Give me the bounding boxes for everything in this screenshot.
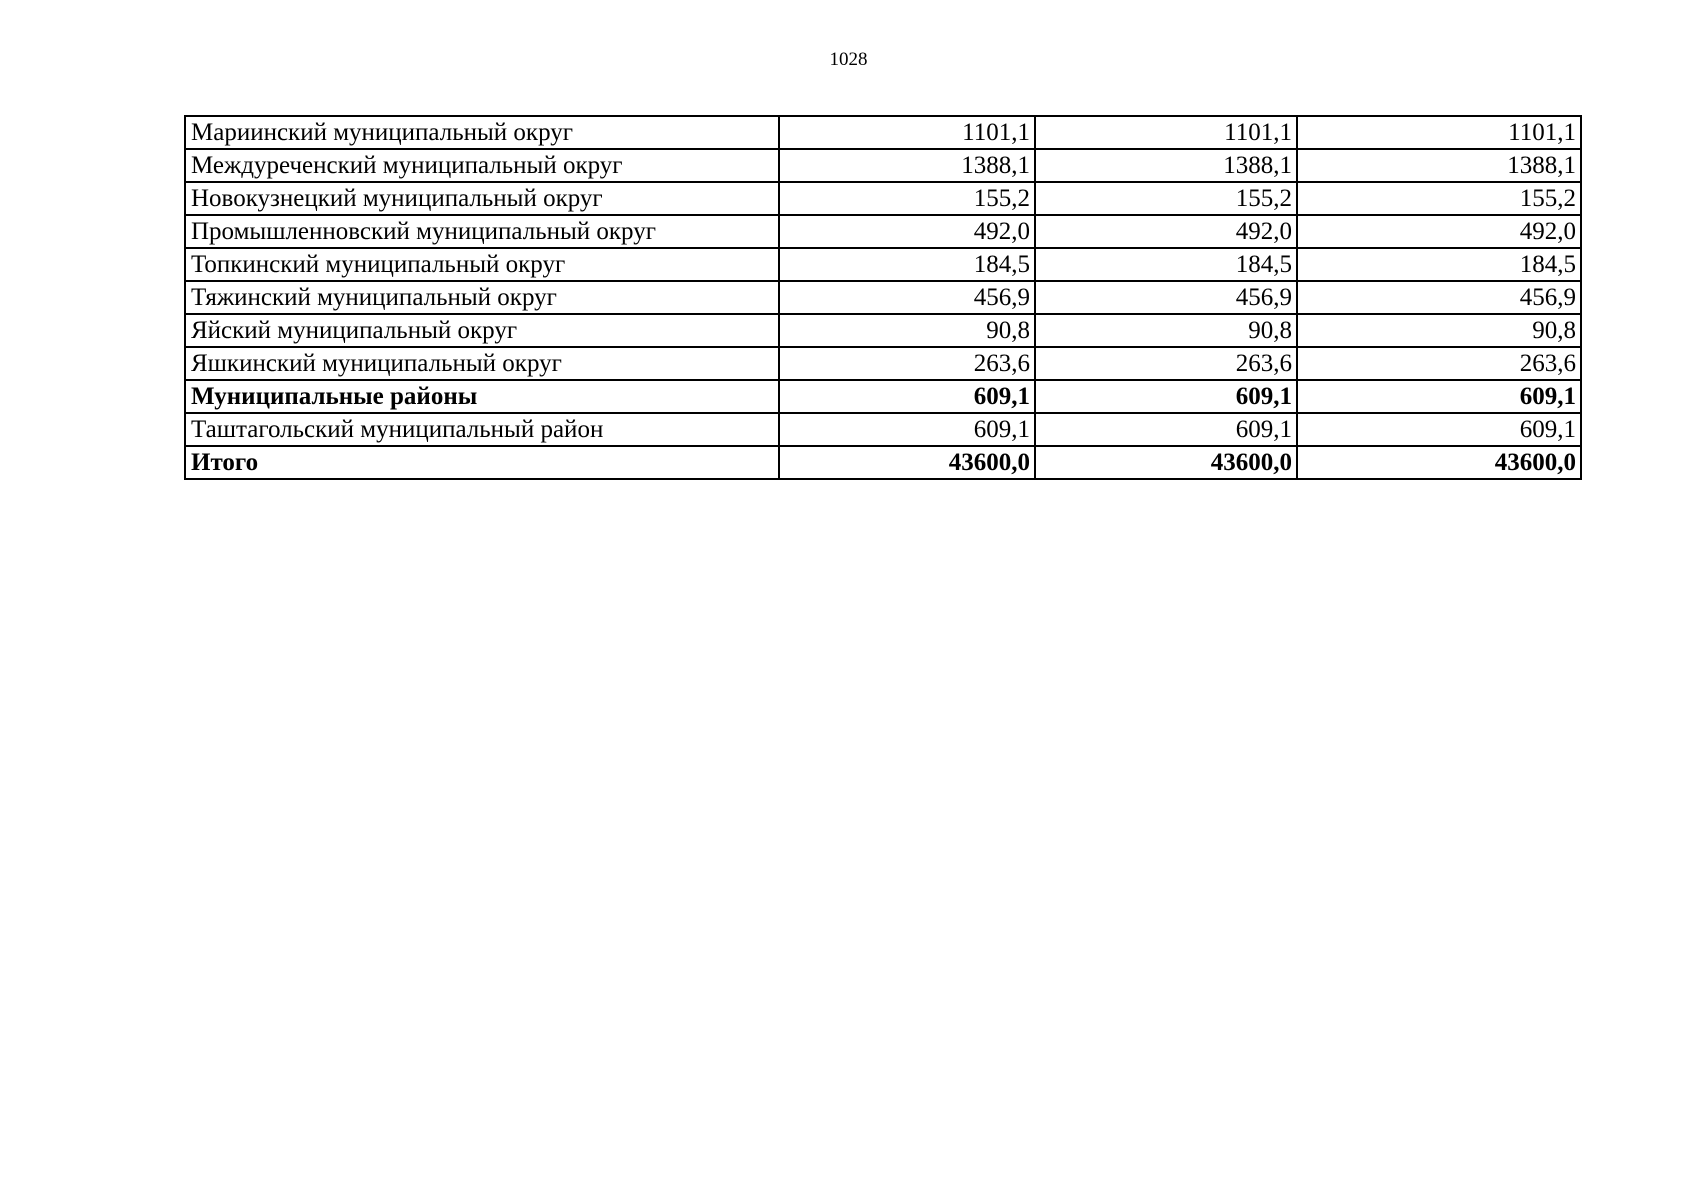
row-name: Тяжинский муниципальный округ (185, 281, 779, 314)
row-value-1: 609,1 (779, 380, 1035, 413)
row-value-1: 263,6 (779, 347, 1035, 380)
row-name: Яйский муниципальный округ (185, 314, 779, 347)
row-value-3: 609,1 (1297, 413, 1581, 446)
row-value-1: 155,2 (779, 182, 1035, 215)
row-value-3: 43600,0 (1297, 446, 1581, 479)
row-value-2: 90,8 (1035, 314, 1297, 347)
row-value-2: 609,1 (1035, 380, 1297, 413)
row-value-2: 456,9 (1035, 281, 1297, 314)
row-value-2: 43600,0 (1035, 446, 1297, 479)
row-name: Таштагольский муниципальный район (185, 413, 779, 446)
row-value-2: 609,1 (1035, 413, 1297, 446)
row-value-2: 1388,1 (1035, 149, 1297, 182)
table-row-total (185, 446, 1581, 479)
table-row (185, 182, 1581, 215)
table-row-subtotal (185, 380, 1581, 413)
data-table (184, 115, 1582, 480)
table-row (185, 248, 1581, 281)
row-value-3: 1101,1 (1297, 116, 1581, 149)
row-value-3: 456,9 (1297, 281, 1581, 314)
row-value-3: 492,0 (1297, 215, 1581, 248)
row-name: Междуреченский муниципальный округ (185, 149, 779, 182)
row-value-3: 609,1 (1297, 380, 1581, 413)
row-value-1: 1388,1 (779, 149, 1035, 182)
page-number: 1028 (829, 49, 868, 70)
row-value-2: 263,6 (1035, 347, 1297, 380)
row-value-3: 1388,1 (1297, 149, 1581, 182)
table-row (185, 215, 1581, 248)
row-value-2: 492,0 (1035, 215, 1297, 248)
row-value-3: 155,2 (1297, 182, 1581, 215)
row-name: Топкинский муниципальный округ (185, 248, 779, 281)
table-row (185, 347, 1581, 380)
row-name: Итого (185, 446, 779, 479)
row-value-1: 1101,1 (779, 116, 1035, 149)
row-value-1: 184,5 (779, 248, 1035, 281)
row-value-2: 155,2 (1035, 182, 1297, 215)
row-value-3: 263,6 (1297, 347, 1581, 380)
table-row (185, 116, 1581, 149)
row-name: Муниципальные районы (185, 380, 779, 413)
row-value-2: 184,5 (1035, 248, 1297, 281)
row-name: Яшкинский муниципальный округ (185, 347, 779, 380)
table-row (185, 314, 1581, 347)
row-value-1: 456,9 (779, 281, 1035, 314)
table-row (185, 413, 1581, 446)
row-value-3: 90,8 (1297, 314, 1581, 347)
row-value-1: 609,1 (779, 413, 1035, 446)
row-value-3: 184,5 (1297, 248, 1581, 281)
row-value-1: 90,8 (779, 314, 1035, 347)
row-value-1: 492,0 (779, 215, 1035, 248)
row-name: Мариинский муниципальный округ (185, 116, 779, 149)
table-row (185, 149, 1581, 182)
row-value-1: 43600,0 (779, 446, 1035, 479)
row-name: Промышленновский муниципальный округ (185, 215, 779, 248)
table-row (185, 281, 1581, 314)
row-name: Новокузнецкий муниципальный округ (185, 182, 779, 215)
row-value-2: 1101,1 (1035, 116, 1297, 149)
